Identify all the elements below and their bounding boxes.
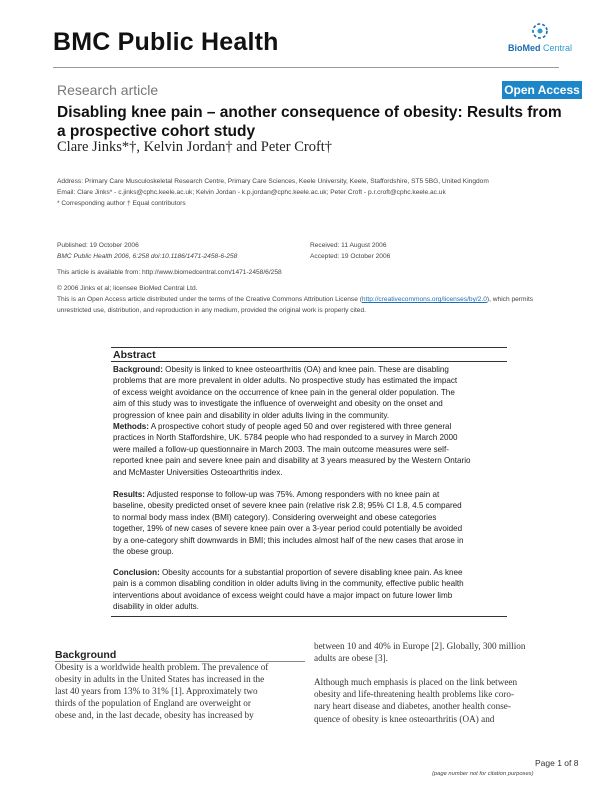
received-accepted [310,240,390,262]
body-line [314,664,556,676]
abstract-methods: Methods: A prospective cohort study of people aged 50 and over registered with three general practices in North Staffordshire, UK. 5784 people who had responded to a survey in March 2000 were mailed a follow-up questionnaire in March 2003. The main outcome measures were self- reported knee pain and severe knee pain and disability at 3 years measured by the Western Ontario and McMaster Universities Osteoarthritis index. [113,422,471,477]
body-line: quence of obesity is knee osteoarthritis (OA) and [314,713,495,724]
license-text [57,294,557,316]
body-line: obesity and life-threatening health problems like coro- [314,689,515,700]
author-address: Address: Primary Care Musculoskeletal Research Centre, Primary Care Sciences, Keele University, Keele, Staffordshire, ST5 5BG, United Kingdom [57,178,489,185]
page-number: Page 1 of 8 [535,758,579,768]
license-link[interactable]: http://creativecommons.org/licenses/by/2.0 [361,296,487,303]
article-url[interactable]: This article is available from: http://www.biomedcentral.com/1471-2458/6/258 [57,269,282,276]
biomed-central-logo [508,21,573,57]
abstract-background: Background: Obesity is linked to knee osteoarthritis (OA) and knee pain. These are disabling problems that are more prevalent in older adults. No prospective study has estimated the impact of excess weight avoidance on the occurrence of knee pain in the general older population. The aim of this study was to investigate the influence of overweight and obesity on the onset and progression of knee pain and disability in older adults living in the community. [113,365,458,420]
header-rule [53,67,559,68]
logo-text-bold: BioMed [508,43,541,53]
abstract-heading: Abstract [111,347,507,362]
body-column-right [314,640,556,725]
section-heading-background: Background [55,649,117,661]
citation: BMC Public Health 2006, 6:258 doi:10.1186/1471-2458-6-258 [57,253,238,260]
journal-title: BMC Public Health [53,28,279,56]
methods-label: Methods: [113,422,149,431]
conclusion-label: Conclusion: [113,568,160,577]
body-line: obese and, in the last decade, obesity has increased by [55,710,254,721]
body-line: last 40 years from 13% to 31% [1]. Approximately two [55,686,258,697]
body-line: obesity in adults in the United States has increased in the [55,674,265,685]
authors: Clare Jinks*†, Kelvin Jordan† and Peter Croft† [57,139,333,155]
published-date: Published: 19 October 2006 [57,242,139,249]
author-footnote: * Corresponding author † Equal contributors [57,200,186,207]
article-type: Research article [57,82,159,98]
received-date: Received: 11 August 2006 [310,242,387,249]
abstract-bottom-rule [111,616,507,617]
body-column-left [55,661,303,721]
open-access-badge: Open Access [502,81,582,99]
title-line-2: a prospective cohort study [57,123,256,140]
page-note: (page number not for citation purposes) [432,771,534,777]
abstract-conclusion: Conclusion: Obesity accounts for a substantial proportion of severe disabling knee pain. As knee pain is a common disabling condition in older adults living in the community, effective public health interventions about avoidance of excess weight could have a major impact on future lower limb disability in older adults. [113,568,464,612]
logo-text: Central [540,43,573,53]
body-line: Obesity is a worldwide health problem. The prevalence of [55,662,269,672]
article-title [57,103,577,141]
biomed-logo-icon [530,21,550,41]
body-line: between 10 and 40% in Europe [2]. Globally, 300 million [314,641,526,651]
body-line: adults are obese [3]. [314,653,388,664]
license-text-2: ), which permits unrestricted use, distribution, and reproduction in any medium, provided the original work is properly cited. [57,296,534,314]
accepted-date: Accepted: 19 October 2006 [310,253,391,260]
body-line: nary heart disease and diabetes, another health conse- [314,701,511,712]
results-label: Results: [113,490,145,499]
copyright: © 2006 Jinks et al; licensee BioMed Central Ltd. [57,285,198,292]
license-text-1: This is an Open Access article distributed under the terms of the Creative Commons Attribution License ( [57,296,362,303]
background-label: Background: [113,365,163,374]
title-line-1: Disabling knee pain – another consequence of obesity: Results from [57,104,562,121]
publication-info [57,240,237,262]
author-emails[interactable]: Email: Clare Jinks* - c.jinks@cphc.keele.ac.uk; Kelvin Jordan - k.p.jordan@cphc.keele.ac.uk; Peter Croft - p.r.croft@cphc.keele.ac.uk [57,189,446,196]
abstract-results: Results: Adjusted response to follow-up was 75%. Among responders with no knee pain at baseline, obesity predicted onset of severe knee pain (relative risk 2.8; 95% CI 1.8, 4.5 compared to normal body mass index (BMI) category). Considering overweight and obese categories together, 19% of new cases of severe knee pain over a 3-year period could potentially be avoided by a one-category shift downwards in BMI; this includes almost half of the new cases that arose in the obese group. [113,490,464,557]
body-line: thirds of the population of England are overweight or [55,698,251,709]
body-line: Although much emphasis is placed on the link between [314,677,518,688]
